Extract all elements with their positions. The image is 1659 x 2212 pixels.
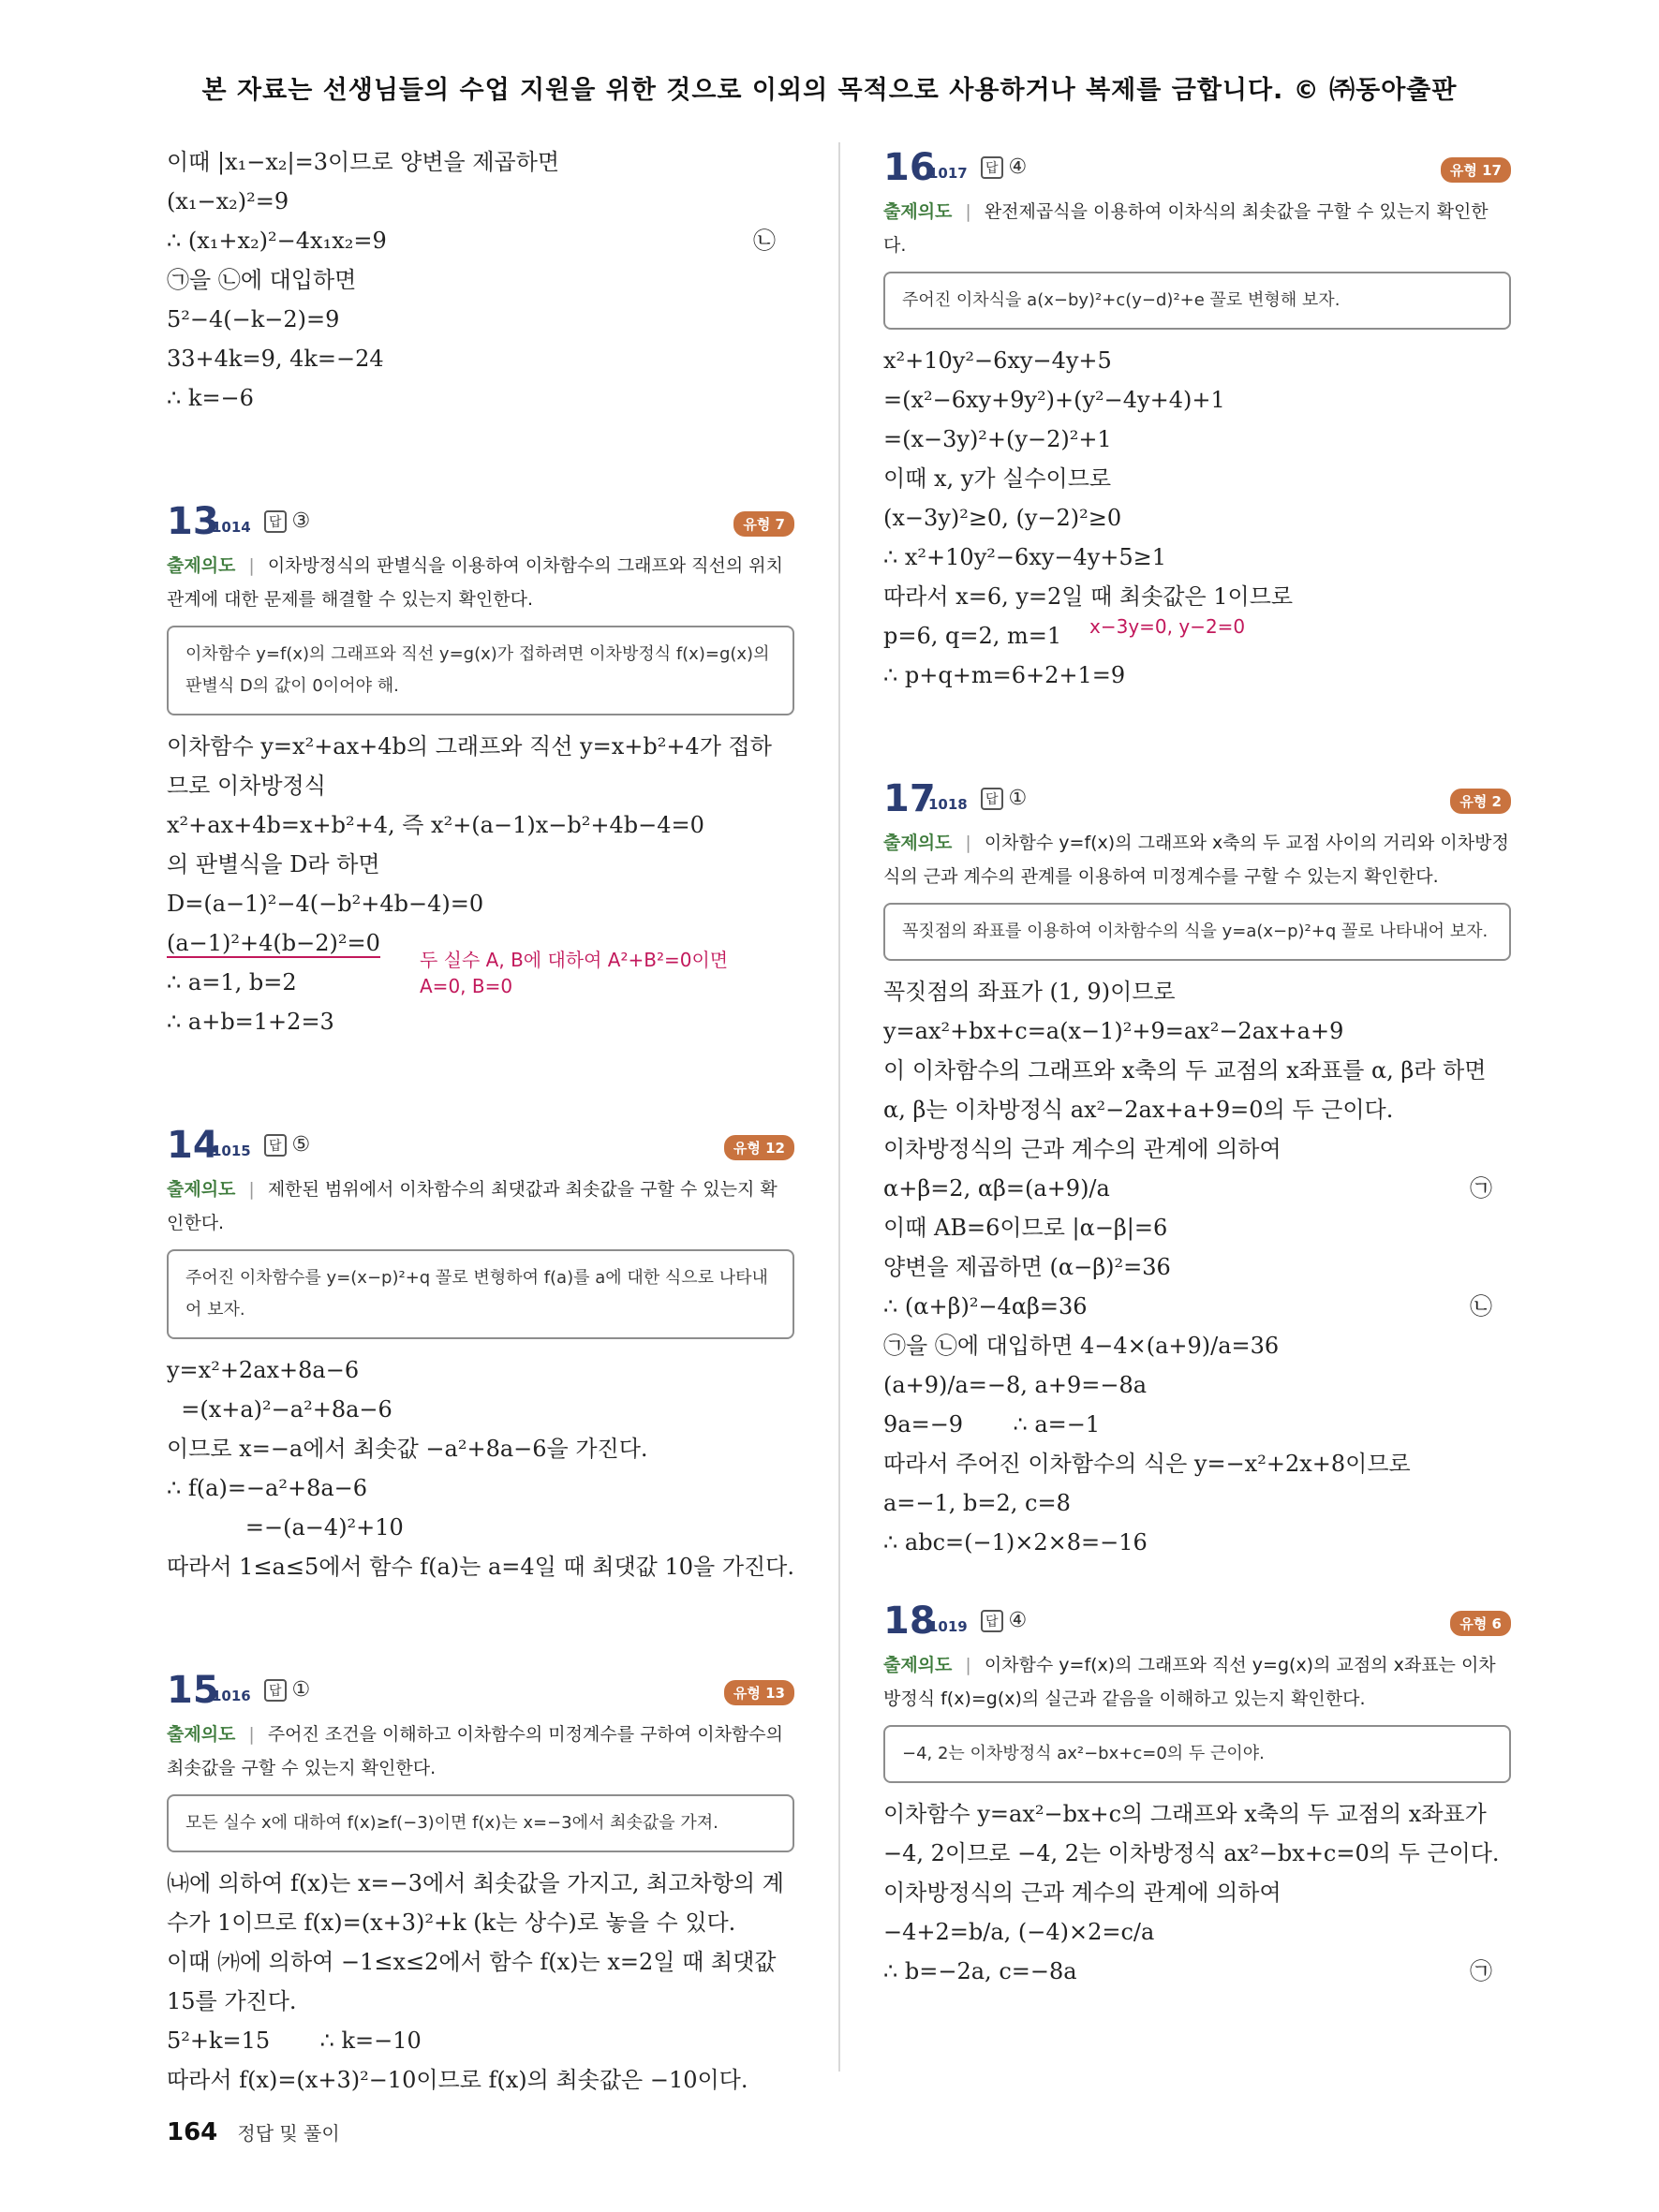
type-badge: 유형 7 bbox=[733, 511, 794, 537]
intent-label: 출제의도 bbox=[167, 1179, 236, 1200]
intent-text: 이차함수 y=f(x)의 그래프와 직선 y=g(x)의 교점의 x좌표는 이차방정식 f(x)=g(x)의 실근과 같음을 이해하고 있는지 확인한다. bbox=[883, 1655, 1496, 1709]
problem-intent: 출제의도 | 이차함수 y=f(x)의 그래프와 직선 y=g(x)의 교점의 x좌표는 이차방정식 f(x)=g(x)의 실근과 같음을 이해하고 있는지 확인한다. bbox=[883, 1655, 1496, 1709]
problem-number: 18 bbox=[883, 1600, 936, 1643]
solution-line: x²+10y²−6xy−4y+5 bbox=[883, 347, 1112, 374]
problem-intent: 출제의도 | 이차방정식의 판별식을 이용하여 이차함수의 그래프와 직선의 위치 관계에 대한 문제를 해결할 수 있는지 확인한다. bbox=[167, 555, 783, 610]
solution-line: 5²−4(−k−2)=9 bbox=[167, 306, 340, 332]
solution-line: 수가 1이므로 f(x)=(x+3)²+k (k는 상수)로 놓을 수 있다. bbox=[167, 1910, 736, 1936]
solution-line: a=−1, b=2, c=8 bbox=[883, 1490, 1071, 1516]
answer-value: ⑤ bbox=[291, 1133, 311, 1157]
solution-line: 5²+k=15 ∴ k=−10 bbox=[167, 2028, 422, 2054]
solution-line: 이때 ㈎에 의하여 −1≤x≤2에서 함수 f(x)는 x=2일 때 최댓값 bbox=[167, 1949, 777, 1975]
equation-marker: ㉡ bbox=[753, 228, 776, 254]
solution-line bbox=[167, 221, 794, 260]
copyright-notice: 본 자료는 선생님들의 수업 지원을 위한 것으로 이외의 목적으로 사용하거나 복제를 금합니다. © ㈜동아출판 bbox=[201, 76, 1458, 105]
solution-line: x²+ax+4b=x+b²+4, 즉 x²+(a−1)x−b²+4b−4=0 bbox=[167, 812, 704, 838]
problem-16-header bbox=[883, 142, 1511, 195]
problem-code: 1018 bbox=[928, 796, 968, 813]
page-number: 164 bbox=[167, 2118, 218, 2146]
answer-label: 답 bbox=[264, 510, 287, 533]
intent-label: 출제의도 bbox=[883, 201, 953, 222]
solution-text: α+β=2, αβ=(a+9)/a bbox=[883, 1175, 1110, 1202]
solution-line: 이차방정식의 근과 계수의 관계에 의하여 bbox=[883, 1136, 1281, 1162]
solution-line: 므로 이차방정식 bbox=[167, 773, 326, 799]
solution-line: y=ax²+bx+c=a(x−1)²+9=ax²−2ax+a+9 bbox=[883, 1018, 1344, 1044]
solution-line: −4, 2이므로 −4, 2는 이차방정식 ax²−bx+c=0의 두 근이다. bbox=[883, 1840, 1500, 1866]
solution-line: ㈏에 의하여 f(x)는 x=−3에서 최솟값을 가지고, 최고차항의 계 bbox=[167, 1870, 784, 1896]
equation-marker: ㉠ bbox=[1470, 1175, 1492, 1202]
problem-18-header bbox=[883, 1596, 1511, 1648]
solution-line: ㉠을 ㉡에 대입하면 4−4×(a+9)/a=36 bbox=[883, 1333, 1280, 1359]
footer-title: 정답 및 풀이 bbox=[237, 2122, 340, 2145]
solution-line: −4+2=b/a, (−4)×2=c/a bbox=[883, 1919, 1155, 1945]
solution-line bbox=[883, 616, 1511, 656]
solution-line bbox=[883, 1952, 1511, 1991]
problem-number: 16 bbox=[883, 146, 936, 189]
answer-label: 답 bbox=[981, 1610, 1003, 1632]
column-divider bbox=[838, 142, 840, 2072]
problem-intent: 출제의도 | 제한된 범위에서 이차함수의 최댓값과 최솟값을 구할 수 있는지 확인한다. bbox=[167, 1179, 778, 1233]
intent-label: 출제의도 bbox=[167, 555, 236, 576]
solution-line: 9a=−9 ∴ a=−1 bbox=[883, 1411, 1101, 1438]
solution-line: ∴ a=1, b=2 bbox=[167, 969, 297, 995]
solution-line: ㉠을 ㉡에 대입하면 bbox=[167, 267, 357, 293]
page-footer bbox=[167, 2118, 340, 2146]
problem-number: 15 bbox=[167, 1669, 219, 1712]
type-badge: 유형 17 bbox=[1441, 157, 1511, 183]
solution-line: 꼭짓점의 좌표가 (1, 9)이므로 bbox=[883, 979, 1176, 1005]
solution-line: ∴ abc=(−1)×2×8=−16 bbox=[883, 1529, 1148, 1556]
solution-line: 이때 |x₁−x₂|=3이므로 양변을 제곱하면 bbox=[167, 149, 560, 175]
answer-label: 답 bbox=[981, 156, 1003, 179]
problem-13-header bbox=[167, 496, 794, 549]
answer-value: ① bbox=[291, 1678, 311, 1702]
problem-number: 14 bbox=[167, 1124, 219, 1167]
solution-line: 이 이차함수의 그래프와 x축의 두 교점의 x좌표를 α, β라 하면 bbox=[883, 1057, 1487, 1084]
solution-line: 15를 가진다. bbox=[167, 1988, 297, 2014]
solution-line: ∴ k=−6 bbox=[167, 385, 254, 411]
equation-marker: ㉠ bbox=[1470, 1958, 1492, 1984]
type-badge: 유형 6 bbox=[1450, 1611, 1511, 1636]
intent-text: 이차방정식의 판별식을 이용하여 이차함수의 그래프와 직선의 위치 관계에 대한 문제를 해결할 수 있는지 확인한다. bbox=[167, 555, 783, 610]
type-badge: 유형 2 bbox=[1450, 789, 1511, 814]
answer-label: 답 bbox=[264, 1679, 287, 1702]
solution-line bbox=[883, 1169, 1511, 1208]
solution-line: 따라서 주어진 이차함수의 식은 y=−x²+2x+8이므로 bbox=[883, 1451, 1411, 1477]
solution-line: ∴ p+q+m=6+2+1=9 bbox=[883, 662, 1126, 688]
solution-line: ∴ x²+10y²−6xy−4y+5≥1 bbox=[883, 544, 1167, 570]
solution-line: ∴ f(a)=−a²+8a−6 bbox=[167, 1475, 368, 1501]
problem-intent: 출제의도 | 주어진 조건을 이해하고 이차함수의 미정계수를 구하여 이차함수의 최솟값을 구할 수 있는지 확인한다. bbox=[167, 1724, 783, 1778]
solution-line: =(x−3y)²+(y−2)²+1 bbox=[883, 426, 1112, 452]
problem-14-header bbox=[167, 1120, 794, 1172]
answer bbox=[264, 1678, 310, 1702]
solution-text: ∴ (x₁+x₂)²−4x₁x₂=9 bbox=[167, 228, 387, 254]
solution-line: 이므로 x=−a에서 최솟값 −a²+8a−6을 가진다. bbox=[167, 1436, 648, 1462]
underlined-text: (a−1)²+4(b−2)²=0 bbox=[167, 930, 380, 956]
solution-text: ∴ b=−2a, c=−8a bbox=[883, 1958, 1077, 1984]
type-badge: 유형 12 bbox=[724, 1135, 794, 1160]
problem-17-header bbox=[883, 774, 1511, 826]
type-badge: 유형 13 bbox=[724, 1680, 794, 1705]
solution-line: 따라서 1≤a≤5에서 함수 f(a)는 a=4일 때 최댓값 10을 가진다. bbox=[167, 1554, 794, 1580]
hint-box: −4, 2는 이차방정식 ax²−bx+c=0의 두 근이야. bbox=[883, 1725, 1511, 1783]
solution-text: p=6, q=2, m=1 bbox=[883, 623, 1062, 649]
solution-line bbox=[883, 1287, 1511, 1326]
answer-label: 답 bbox=[981, 788, 1003, 810]
solution-line: =−(a−4)²+10 bbox=[167, 1514, 404, 1541]
problem-15-header bbox=[167, 1665, 794, 1718]
problem-code: 1014 bbox=[212, 519, 251, 536]
problem-number: 17 bbox=[883, 777, 936, 820]
problem-code: 1019 bbox=[928, 1618, 968, 1635]
intent-label: 출제의도 bbox=[883, 833, 953, 853]
answer-value: ① bbox=[1008, 787, 1028, 810]
intent-text: 제한된 범위에서 이차함수의 최댓값과 최솟값을 구할 수 있는지 확인한다. bbox=[167, 1179, 778, 1233]
solution-line: (a+9)/a=−8, a+9=−8a bbox=[883, 1372, 1148, 1398]
problem-code: 1015 bbox=[212, 1143, 251, 1159]
solution-line: 이차함수 y=ax²−bx+c의 그래프와 x축의 두 교점의 x좌표가 bbox=[883, 1801, 1487, 1827]
intent-text: 완전제곱식을 이용하여 이차식의 최솟값을 구할 수 있는지 확인한다. bbox=[883, 201, 1489, 256]
solution-line: 이때 AB=6이므로 |α−β|=6 bbox=[883, 1215, 1168, 1241]
problem-code: 1016 bbox=[212, 1688, 251, 1704]
problem-code: 1017 bbox=[928, 165, 968, 182]
problem-number: 13 bbox=[167, 500, 219, 543]
solution-line: α, β는 이차방정식 ax²−2ax+a+9=0의 두 근이다. bbox=[883, 1097, 1394, 1123]
answer bbox=[981, 787, 1027, 810]
answer bbox=[264, 509, 310, 533]
intent-text: 주어진 조건을 이해하고 이차함수의 미정계수를 구하여 이차함수의 최솟값을 구할 수 있는지 확인한다. bbox=[167, 1724, 783, 1778]
answer bbox=[981, 1609, 1027, 1632]
hint-box: 모든 실수 x에 대하여 f(x)≥f(−3)이면 f(x)는 x=−3에서 최솟값을 가져. bbox=[167, 1794, 794, 1852]
right-column bbox=[883, 142, 1511, 1991]
solution-line: 양변을 제곱하면 (α−β)²=36 bbox=[883, 1254, 1171, 1280]
intent-label: 출제의도 bbox=[883, 1655, 953, 1675]
answer-value: ④ bbox=[1008, 155, 1028, 179]
answer-value: ④ bbox=[1008, 1609, 1028, 1632]
answer-value: ③ bbox=[291, 509, 311, 533]
solution-text: ∴ (α+β)²−4αβ=36 bbox=[883, 1293, 1088, 1320]
solution-line: 의 판별식을 D라 하면 bbox=[167, 851, 380, 877]
equation-marker: ㉡ bbox=[1470, 1293, 1492, 1320]
solution-line: y=x²+2ax+8a−6 bbox=[167, 1357, 360, 1383]
intent-text: 이차함수 y=f(x)의 그래프와 x축의 두 교점 사이의 거리와 이차방정식의 근과 계수의 관계를 이용하여 미정계수를 구할 수 있는지 확인한다. bbox=[883, 833, 1509, 887]
hint-box: 꼭짓점의 좌표를 이용하여 이차함수의 식을 y=a(x−p)²+q 꼴로 나타내어 보자. bbox=[883, 903, 1511, 961]
left-column bbox=[167, 142, 794, 2100]
solution-line: =(x+a)²−a²+8a−6 bbox=[167, 1396, 393, 1423]
solution-line: D=(a−1)²−4(−b²+4b−4)=0 bbox=[167, 891, 484, 917]
solution-line: (x₁−x₂)²=9 bbox=[167, 188, 289, 214]
solution-line: (x−3y)²≥0, (y−2)²≥0 bbox=[883, 505, 1122, 531]
hint-box: 이차함수 y=f(x)의 그래프와 직선 y=g(x)가 접하려면 이차방정식 f(x)=g(x)의 판별식 D의 값이 0이어야 해. bbox=[167, 626, 794, 715]
solution-line: 이차방정식의 근과 계수의 관계에 의하여 bbox=[883, 1880, 1281, 1906]
solution-line: 이때 x, y가 실수이므로 bbox=[883, 465, 1112, 492]
answer bbox=[981, 155, 1027, 179]
solution-line: 따라서 x=6, y=2일 때 최솟값은 1이므로 bbox=[883, 583, 1294, 610]
annotation-note: A=0, B=0 bbox=[420, 975, 513, 997]
problem-intent: 출제의도 | 이차함수 y=f(x)의 그래프와 x축의 두 교점 사이의 거리와 이차방정식의 근과 계수의 관계를 이용하여 미정계수를 구할 수 있는지 확인한다. bbox=[883, 833, 1509, 887]
solution-line: 이차함수 y=x²+ax+4b의 그래프와 직선 y=x+b²+4가 접하 bbox=[167, 733, 772, 759]
problem-intent: 출제의도 | 완전제곱식을 이용하여 이차식의 최솟값을 구할 수 있는지 확인한다. bbox=[883, 201, 1489, 256]
annotation-note: 두 실수 A, B에 대하여 A²+B²=0이면 bbox=[420, 949, 729, 971]
hint-box: 주어진 이차함수를 y=(x−p)²+q 꼴로 변형하여 f(a)를 a에 대한 식으로 나타내어 보자. bbox=[167, 1249, 794, 1339]
solution-line: =(x²−6xy+9y²)+(y²−4y+4)+1 bbox=[883, 387, 1225, 413]
answer bbox=[264, 1133, 310, 1157]
intent-label: 출제의도 bbox=[167, 1724, 236, 1745]
solution-line: 33+4k=9, 4k=−24 bbox=[167, 346, 384, 372]
answer-label: 답 bbox=[264, 1134, 287, 1157]
annotation-note: x−3y=0, y−2=0 bbox=[1089, 615, 1246, 638]
hint-box: 주어진 이차식을 a(x−by)²+c(y−d)²+e 꼴로 변형해 보자. bbox=[883, 272, 1511, 330]
solution-line: 따라서 f(x)=(x+3)²−10이므로 f(x)의 최솟값은 −10이다. bbox=[167, 2067, 748, 2093]
solution-line: ∴ a+b=1+2=3 bbox=[167, 1009, 334, 1035]
